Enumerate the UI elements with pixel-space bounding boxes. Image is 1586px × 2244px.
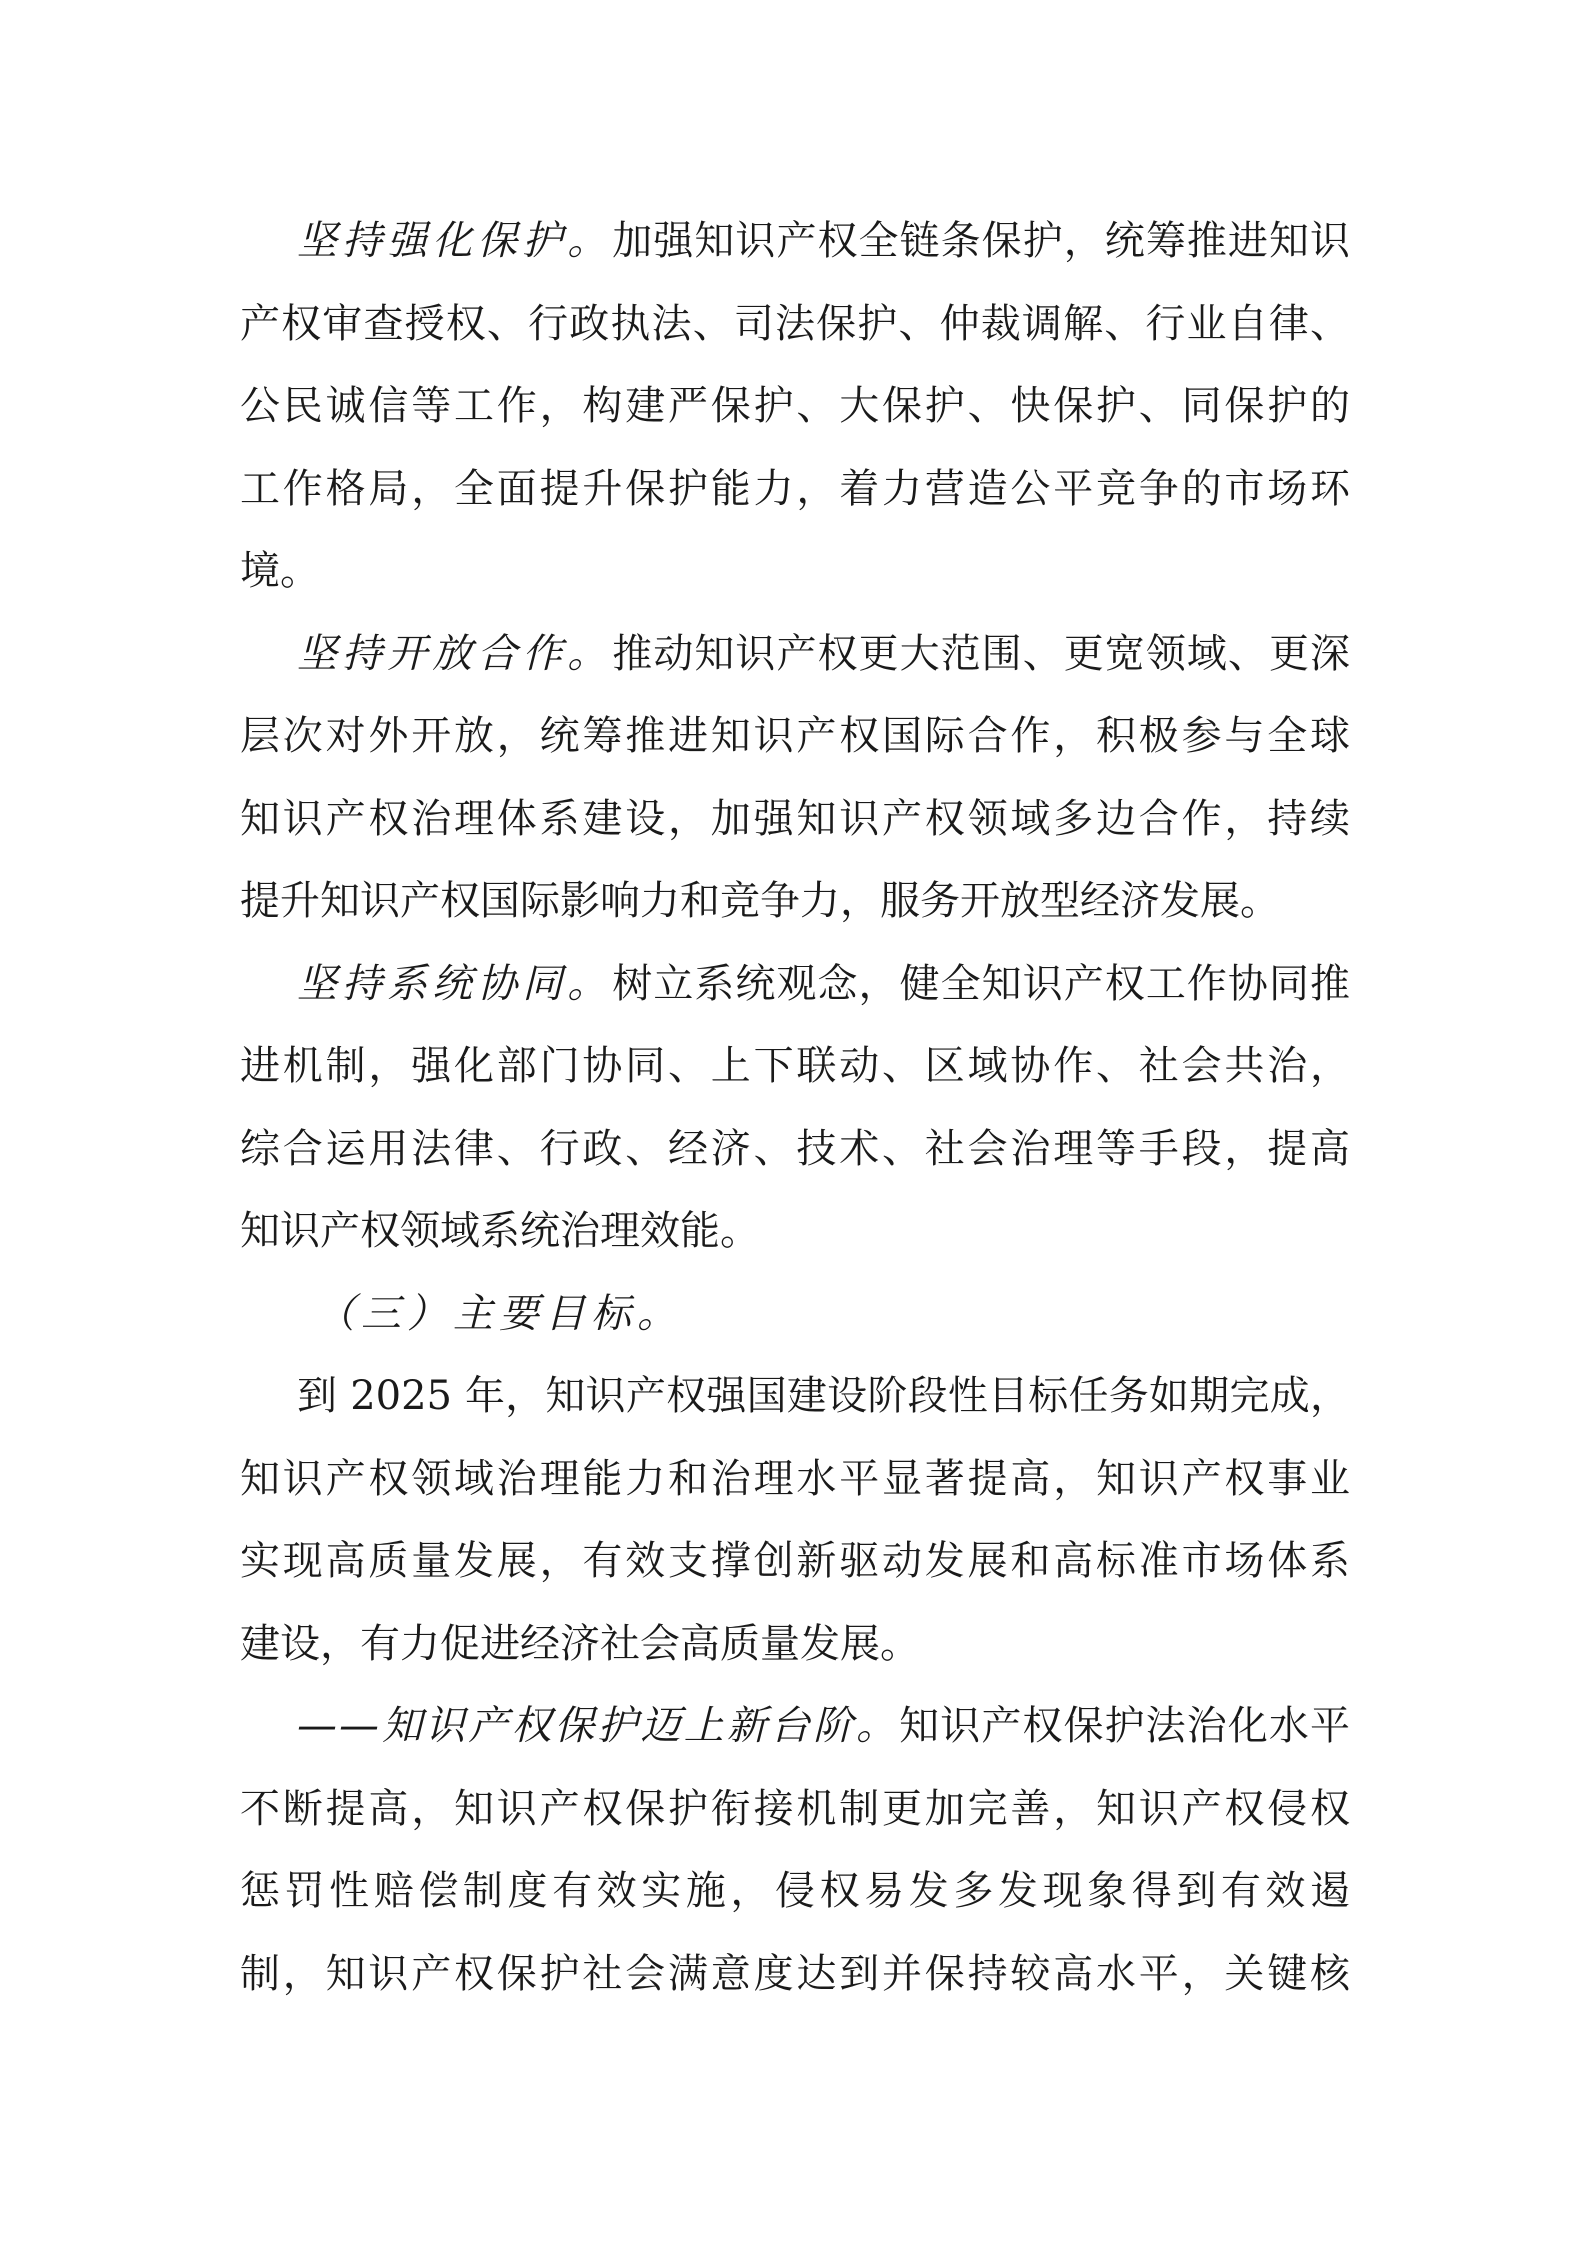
paragraph-lead: 坚持系统协同。 xyxy=(297,960,613,1007)
paragraph-open-cooperation xyxy=(240,613,1350,943)
text-line: 知识产权领域系统治理效能。 xyxy=(240,1208,760,1254)
text-line: 产权审查授权、行政执法、司法保护、仲裁调解、行业自律、 xyxy=(240,300,1350,347)
text-line: 提升知识产权国际影响力和竞争力，服务开放型经济发展。 xyxy=(240,878,1280,924)
text-line: 制，知识产权保护社会满意度达到并保持较高水平，关键核 xyxy=(240,1950,1350,1997)
text-line: 到 2025 年，知识产权强国建设阶段性目标任务如期完成， xyxy=(297,1373,1350,1419)
text-line: 境。 xyxy=(240,548,320,594)
section-heading-main-goals: （三）主要目标。 xyxy=(315,1290,683,1337)
paragraph-2025-goal xyxy=(240,1355,1350,1685)
paragraph-lead: 坚持开放合作。 xyxy=(297,630,613,677)
text-line: 知识产权保护法治化水平 xyxy=(899,1703,1351,1749)
text-line: 加强知识产权全链条保护，统筹推进知识 xyxy=(612,218,1351,264)
text-line: 知识产权治理体系建设，加强知识产权领域多边合作，持续 xyxy=(240,795,1350,842)
paragraph-lead: 坚持强化保护。 xyxy=(297,218,613,264)
paragraph-protection-goal xyxy=(240,1685,1350,2015)
text-line: 工作格局，全面提升保护能力，着力营造公平竞争的市场环 xyxy=(240,465,1350,512)
text-line: 实现高质量发展，有效支撑创新驱动发展和高标准市场体系 xyxy=(240,1538,1350,1584)
text-line: 树立系统观念，健全知识产权工作协同推 xyxy=(612,960,1351,1007)
text-line: 层次对外开放，统筹推进知识产权国际合作，积极参与全球 xyxy=(240,713,1350,759)
text-line: 推动知识产权更大范围、更宽领域、更深 xyxy=(612,630,1351,677)
text-line: 不断提高，知识产权保护衔接机制更加完善，知识产权侵权 xyxy=(240,1785,1350,1832)
text-line: 综合运用法律、行政、经济、技术、社会治理等手段，提高 xyxy=(240,1125,1350,1172)
text-line: 知识产权领域治理能力和治理水平显著提高，知识产权事业 xyxy=(240,1455,1350,1502)
document-page xyxy=(240,200,1350,2015)
paragraph-strengthen-protection xyxy=(240,200,1350,613)
paragraph-lead: ——知识产权保护迈上新台阶。 xyxy=(297,1703,900,1749)
text-line: 进机制，强化部门协同、上下联动、区域协作、社会共治， xyxy=(240,1043,1350,1089)
paragraph-system-coordination xyxy=(240,943,1350,1273)
text-line: 建设，有力促进经济社会高质量发展。 xyxy=(240,1620,920,1667)
text-line: 公民诚信等工作，构建严保护、大保护、快保护、同保护的 xyxy=(240,383,1350,429)
text-line: 惩罚性赔偿制度有效实施，侵权易发多发现象得到有效遏 xyxy=(240,1868,1350,1914)
